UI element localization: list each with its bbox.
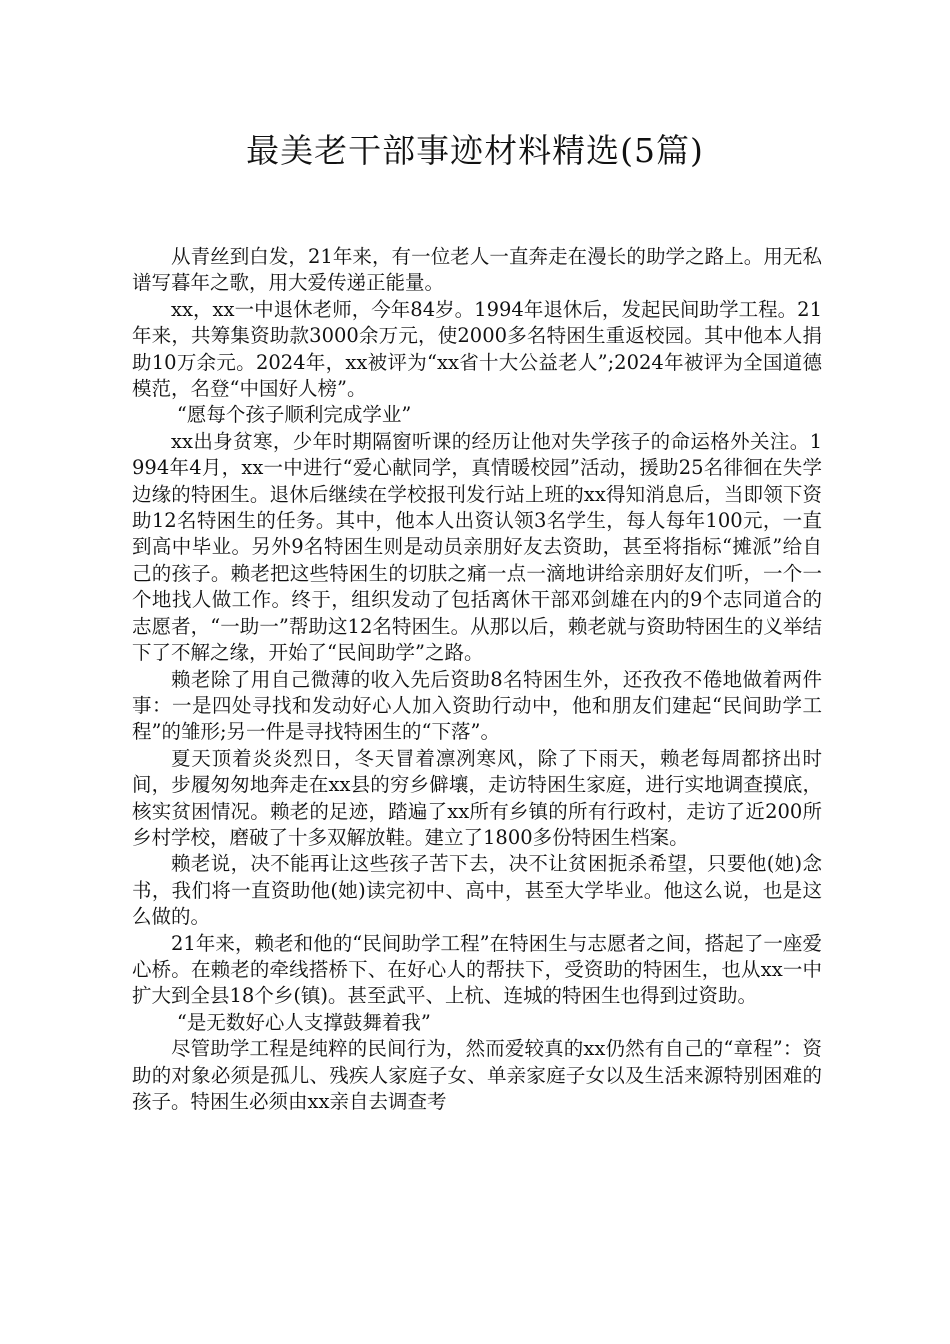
paragraph: 21年来，赖老和他的“民间助学工程”在特困生与志愿者之间，搭起了一座爱心桥。在赖老的牵线搭桥下、在好心人的帮扶下，受资助的特困生，也从xx一中扩大到全县18个乡(镇)。甚至武平、上杭、连城的特困生也得到过资助。 bbox=[132, 931, 822, 1008]
paragraph: xx，xx一中退休老师，今年84岁。1994年退休后，发起民间助学工程。21年来，共筹集资助款3000余万元，使2000多名特困生重返校园。其中他本人捐助10万余元。2024年，xx被评为“xx省十大公益老人”;2024年被评为全国道德模范，名登“中国好人榜”。 bbox=[132, 297, 822, 401]
paragraph: 尽管助学工程是纯粹的民间行为，然而爱较真的xx仍然有自己的“章程”：资助的对象必须是孤儿、残疾人家庭子女、单亲家庭子女以及生活来源特别困难的孩子。特困生必须由xx亲自去调查考 bbox=[132, 1037, 822, 1113]
paragraph: 赖老说，决不能再让这些孩子苦下去，决不让贫困扼杀希望，只要他(她)念书，我们将一直资助他(她)读完初中、高中，甚至大学毕业。他这么说，也是这么做的。 bbox=[132, 852, 822, 929]
section-heading: “愿每个孩子顺利完成学业” bbox=[176, 403, 412, 427]
paragraph: 从青丝到白发，21年来，有一位老人一直奔走在漫长的助学之路上。用无私谱写暮年之歌，用大爱传递正能量。 bbox=[132, 245, 822, 295]
document-body bbox=[132, 244, 822, 1115]
section-heading: “是无数好心人支撑鼓舞着我” bbox=[176, 1010, 431, 1034]
paragraph: 赖老除了用自己微薄的收入先后资助8名特困生外，还孜孜不倦地做着两件事：一是四处寻找和发动好心人加入资助行动中，他和朋友们建起“民间助学工程”的雏形;另一件是寻找特困生的“下落”。 bbox=[132, 667, 822, 744]
paragraph: 夏天顶着炎炎烈日，冬天冒着凛冽寒风，除了下雨天，赖老每周都挤出时间，步履匆匆地奔走在xx县的穷乡僻壤，走访特困生家庭，进行实地调查摸底，核实贫困情况。赖老的足迹，踏遍了xx所有乡镇的所有行政村，走访了近200所乡村学校，磨破了十多双解放鞋。建立了1800多份特困生档案。 bbox=[132, 746, 822, 849]
document-title: 最美老干部事迹材料精选(5篇) bbox=[246, 131, 704, 170]
paragraph: xx出身贫寒，少年时期隔窗听课的经历让他对失学孩子的命运格外关注。1994年4月，xx一中进行“爱心献同学，真情暖校园”活动，援助25名徘徊在失学边缘的特困生。退休后继续在学校报刊发行站上班的xx得知消息后，当即领下资助12名特困生的任务。其中，他本人出资认领3名学生，每人每年100元，一直到高中毕业。另外9名特困生则是动员亲朋好友去资助，甚至将指标“摊派”给自己的孩子。赖老把这些特困生的切肤之痛一点一滴地讲给亲朋好友们听，一个一个地找人做工作。终于，组织发动了包括离休干部邓剑雄在内的9个志同道合的志愿者，“一助一”帮助这12名特困生。从那以后，赖老就与资助特困生的义举结下了不解之缘，开始了“民间助学”之路。 bbox=[132, 429, 822, 665]
